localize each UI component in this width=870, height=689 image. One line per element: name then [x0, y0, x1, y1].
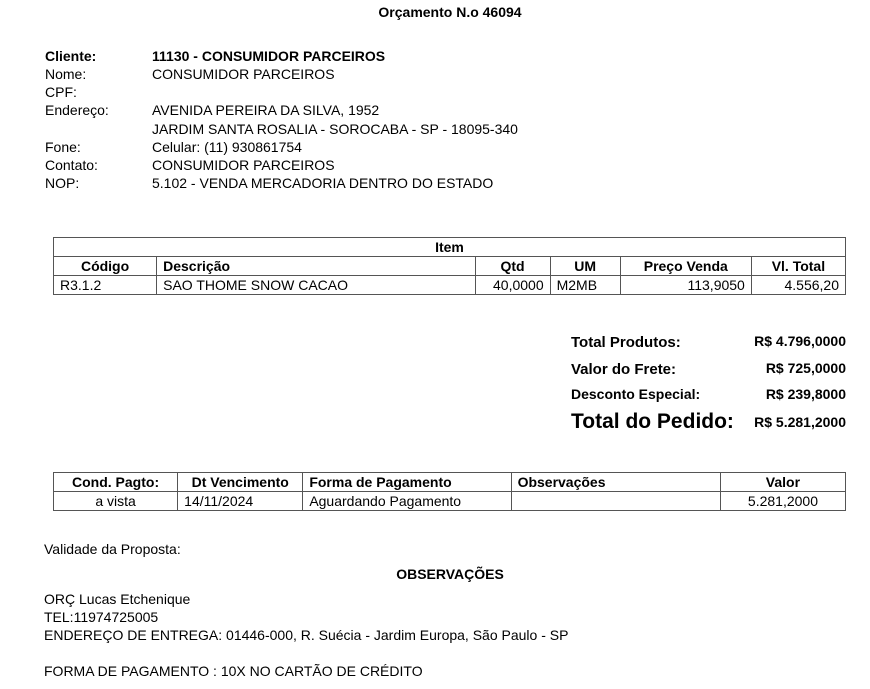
total-produtos-label: Total Produtos:: [571, 334, 681, 351]
cliente-label: Cliente:: [45, 48, 97, 64]
observacoes-line-2: TEL:11974725005: [44, 609, 159, 625]
total-pedido-value: R$ 5.281,2000: [754, 414, 846, 430]
cell-qtd: 40,0000: [475, 276, 550, 295]
col-header-observacoes: Observações: [511, 473, 720, 492]
col-header-cond-pagto: Cond. Pagto:: [54, 473, 178, 492]
cliente-value: 11130 - CONSUMIDOR PARCEIROS: [152, 48, 386, 64]
cell-forma-pagamento: Aguardando Pagamento: [303, 492, 511, 511]
total-pedido-label: Total do Pedido:: [571, 410, 734, 433]
cell-preco-venda: 113,9050: [620, 276, 751, 295]
desconto-especial-label: Desconto Especial:: [571, 386, 701, 402]
nome-value: CONSUMIDOR PARCEIROS: [152, 66, 335, 82]
document-title: Orçamento N.o 46094: [378, 4, 522, 20]
cell-dt-vencimento: 14/11/2024: [178, 492, 303, 511]
cell-um: M2MB: [550, 276, 620, 295]
col-header-qtd: Qtd: [475, 257, 550, 276]
nome-label: Nome:: [45, 66, 87, 82]
endereco-label: Endereço:: [45, 102, 109, 118]
observacoes-line-4: FORMA DE PAGAMENTO : 10X NO CARTÃO DE CRÉDITO: [44, 663, 423, 679]
desconto-especial-value: R$ 239,8000: [765, 386, 846, 402]
col-header-forma-pagamento: Forma de Pagamento: [303, 473, 511, 492]
col-header-valor: Valor: [720, 473, 845, 492]
nop-value: 5.102 - VENDA MERCADORIA DENTRO DO ESTADO: [152, 175, 494, 191]
table-row: [54, 492, 846, 511]
items-header-row: [54, 257, 846, 276]
cell-codigo: R3.1.2: [54, 276, 157, 295]
contato-value: CONSUMIDOR PARCEIROS: [152, 157, 335, 173]
table-row: [54, 276, 846, 295]
total-produtos-value: R$ 4.796,0000: [754, 333, 846, 349]
observacoes-title: OBSERVAÇÕES: [396, 566, 504, 582]
col-header-descricao: Descrição: [157, 257, 475, 276]
items-table: [53, 237, 846, 295]
col-header-codigo: Código: [54, 257, 157, 276]
payment-header-row: [54, 473, 846, 492]
cpf-label: CPF:: [45, 84, 77, 100]
observacoes-line-1: ORÇ Lucas Etchenique: [44, 591, 191, 607]
col-header-vl-total: Vl. Total: [751, 257, 845, 276]
fone-label: Fone:: [45, 139, 81, 155]
validade-proposta-label: Validade da Proposta:: [44, 541, 181, 557]
cell-valor: 5.281,2000: [720, 492, 845, 511]
fone-value: Celular: (11) 930861754: [152, 139, 302, 155]
items-table-caption: Item: [54, 238, 846, 257]
cell-cond-pagto: a vista: [54, 492, 178, 511]
payment-table: [53, 472, 846, 511]
cell-vl-total: 4.556,20: [751, 276, 845, 295]
cell-observacoes: [511, 492, 720, 511]
valor-frete-value: R$ 725,0000: [765, 360, 846, 376]
col-header-dt-vencimento: Dt Vencimento: [178, 473, 303, 492]
endereco-line2: JARDIM SANTA ROSALIA - SOROCABA - SP - 18095-340: [152, 121, 518, 137]
endereco-line1: AVENIDA PEREIRA DA SILVA, 1952: [152, 102, 380, 118]
cell-descricao: SAO THOME SNOW CACAO: [157, 276, 475, 295]
col-header-um: UM: [550, 257, 620, 276]
col-header-preco-venda: Preço Venda: [620, 257, 751, 276]
valor-frete-label: Valor do Frete:: [571, 361, 677, 378]
nop-label: NOP:: [45, 175, 80, 191]
observacoes-line-3: ENDEREÇO DE ENTREGA: 01446-000, R. Suécia - Jardim Europa, São Paulo - SP: [44, 627, 569, 643]
contato-label: Contato:: [45, 157, 98, 173]
